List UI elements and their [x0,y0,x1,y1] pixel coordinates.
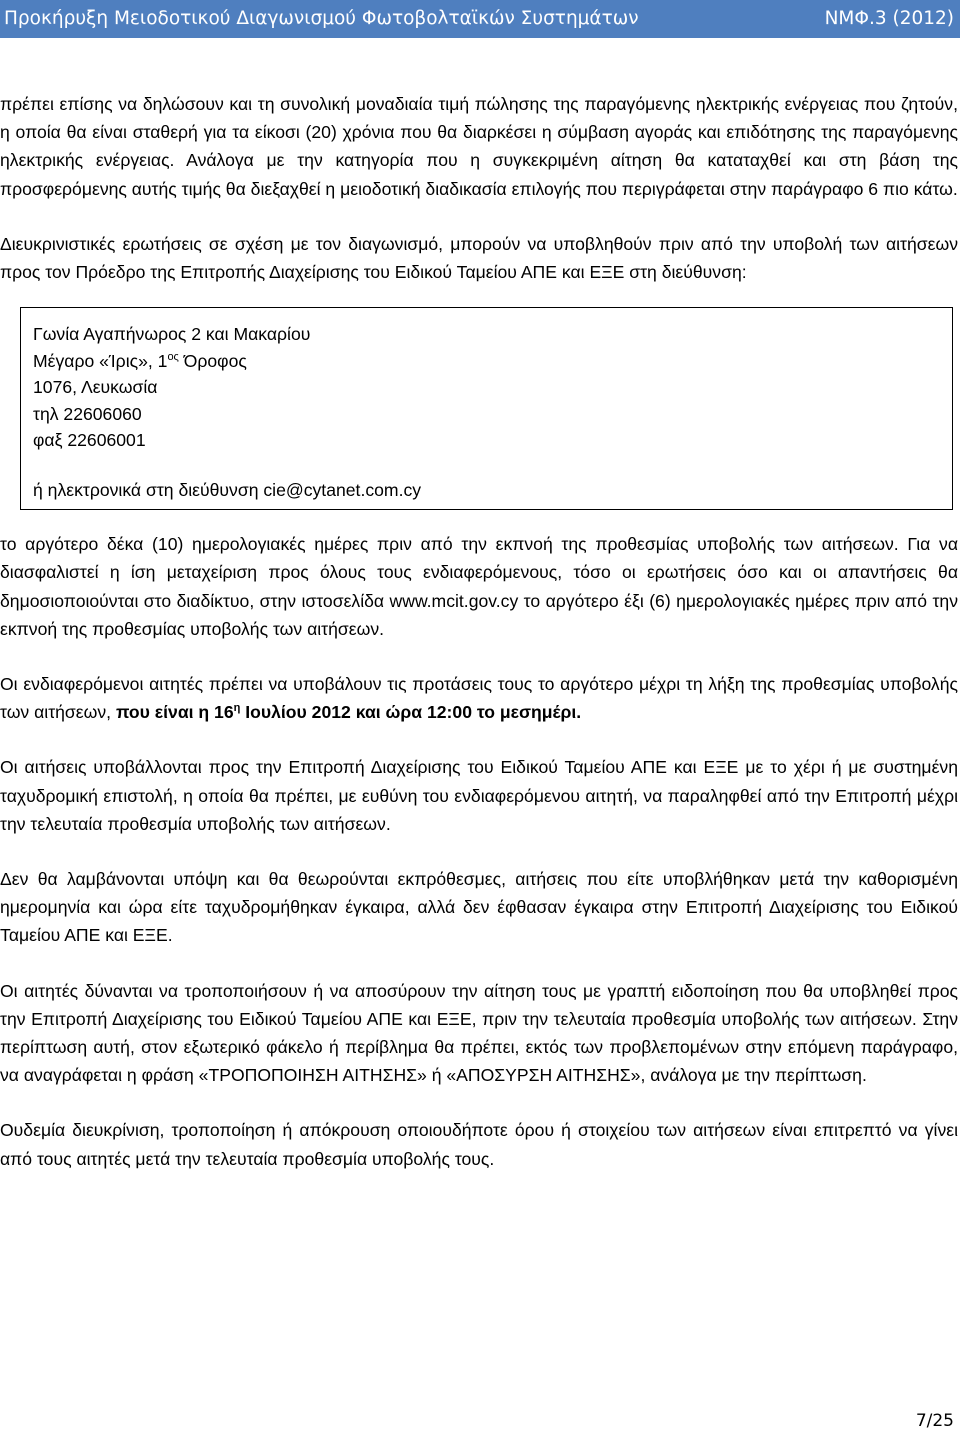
paragraph-modification-withdrawal: Οι αιτητές δύνανται να τροποποιήσουν ή να αποσύρουν την αίτηση τους με γραπτή ειδοποίηση που θα υποβληθεί προς την Επιτροπή Διαχείρισης του Ειδικού Ταμείου ΑΠΕ και ΕΞΕ, πριν την τελευταία προθεσμία υποβολής των αιτήσεων. Στην περίπτωση αυτή, στον εξωτερικό φάκελο ή περίβλημα θα πρέπει, εκτός των προβλεπομένων στην επόμενη παράγραφο, να αναγράφεται η φράση «ΤΡΟΠΟΠΟΙΗΣΗ ΑΙΤΗΣΗΣ» ή «ΑΠΟΣΥΡΣΗ ΑΙΤΗΣΗΣ», ανάλογα με την περίπτωση. [0,980,958,1086]
address-city: 1076, Λευκωσία [33,377,158,398]
paragraph-answers-publication: το αργότερο δέκα (10) ημερολογιακές ημέρες πριν από την εκπνοή της προθεσμίας υποβολής των αιτήσεων. Για να διασφαλιστεί η ίση μεταχείριση προς όλους τους ενδιαφερόμενους, τόσο οι ερωτήσεις όσο και οι απαντήσεις θα δημοσιοποιούνται στο διαδίκτυο, στην ιστοσελίδα www.mcit.gov.cy το αργότερο έξι (6) ημερολογιακές ημέρες πριν από την εκπνοή της προθεσμίας υποβολής των αιτήσεων. [0,534,958,639]
paragraph-late-submissions: Δεν θα λαμβάνονται υπόψη και θα θεωρούνται εκπρόθεσμες, αιτήσεις που είτε υποβλήθηκαν μετά την καθορισμένη ημερομηνία και ώρα είτε ταχυδρομήθηκαν έγκαιρα, αλλά δεν έφθασαν έγκαιρα στην Επιτροπή Διαχείρισης του Ειδικού Ταμείου ΑΠΕ και ΕΞΕ. [0,869,958,946]
address-box [20,307,953,510]
paragraph-clarification-questions: Διευκρινιστικές ερωτήσεις σε σχέση με τον διαγωνισμό, μπορούν να υποβληθούν πριν από την υποβολή των αιτήσεων προς τον Πρόεδρο της Επιτροπής Διαχείρισης του Ειδικού Ταμείου ΑΠΕ και ΕΞΕ στη διεύθυνση: [0,233,958,283]
address-phone: τηλ 22606060 [33,403,142,424]
address-street: Γωνία Αγαπήνωρος 2 και Μακαρίου [33,324,311,345]
document-body [0,90,958,1173]
header-title: Προκήρυξη Μειοδοτικού Διαγωνισμού Φωτοβολταϊκών Συστημάτων [4,8,639,29]
paragraph-submission-deadline: Οι ενδιαφερόμενοι αιτητές πρέπει να υποβάλουν τις προτάσεις τους το αργότερο μέχρι τη λήξη της προθεσμίας υποβολής των αιτήσεων, που είναι η $16^\eta$ Ιουλίου 2012 και ώρα 12:00 το μεσημέρι. [0,674,958,723]
paragraph-no-changes-after-deadline: Ουδεμία διευκρίνιση, τροποποίηση ή απόκρουση οποιουδήποτε όρου ή στοιχείου των αιτήσεων είναι επιτρεπτό να γίνει από τους αιτητές μετά την τελευταία προθεσμία υποβολής τους. [0,1120,958,1169]
address-building: Μέγαρο «Ίρις», $1^{o\varsigma}$ Όροφος [33,350,247,371]
page-number: 7/25 [915,1411,954,1431]
page-header [0,0,960,38]
paragraph-submission-method: Οι αιτήσεις υποβάλλονται προς την Επιτροπή Διαχείρισης του Ειδικού Ταμείου ΑΠΕ και ΕΞΕ με το χέρι ή με συστημένη ταχυδρομική επιστολή, η οποία θα πρέπει, με ευθύνη του ενδιαφερόμενου αιτητή, να παραληφθεί από την Επιτροπή μέχρι την τελευταία προθεσμία υποβολής των αιτήσεων. [0,757,958,834]
address-email: ή ηλεκτρονικά στη διεύθυνση cie@cytanet.com.cy [33,479,422,500]
paragraph-price-declaration: πρέπει επίσης να δηλώσουν και τη συνολική μοναδιαία τιμή πώλησης της παραγόμενης ηλεκτρικής ενέργειας που ζητούν, η οποία θα είναι σταθερή για τα είκοσι (20) χρόνια που θα διαρκέσει η σύμβαση αγοράς και επιδότησης της παραγόμενης ηλεκτρικής ενέργειας. Ανάλογα με την κατηγορία που η συγκεκριμένη αίτηση θα καταταχθεί και στη βάση της προσφερόμενης αυτής τιμής θα διεξαχθεί η μειοδοτική διαδικασία επιλογής που περιγράφεται στην παράγραφο 6 πιο κάτω. [0,94,958,199]
address-fax: φαξ 22606001 [33,430,146,451]
header-document-code: ΝΜΦ.3 (2012) [824,8,954,29]
